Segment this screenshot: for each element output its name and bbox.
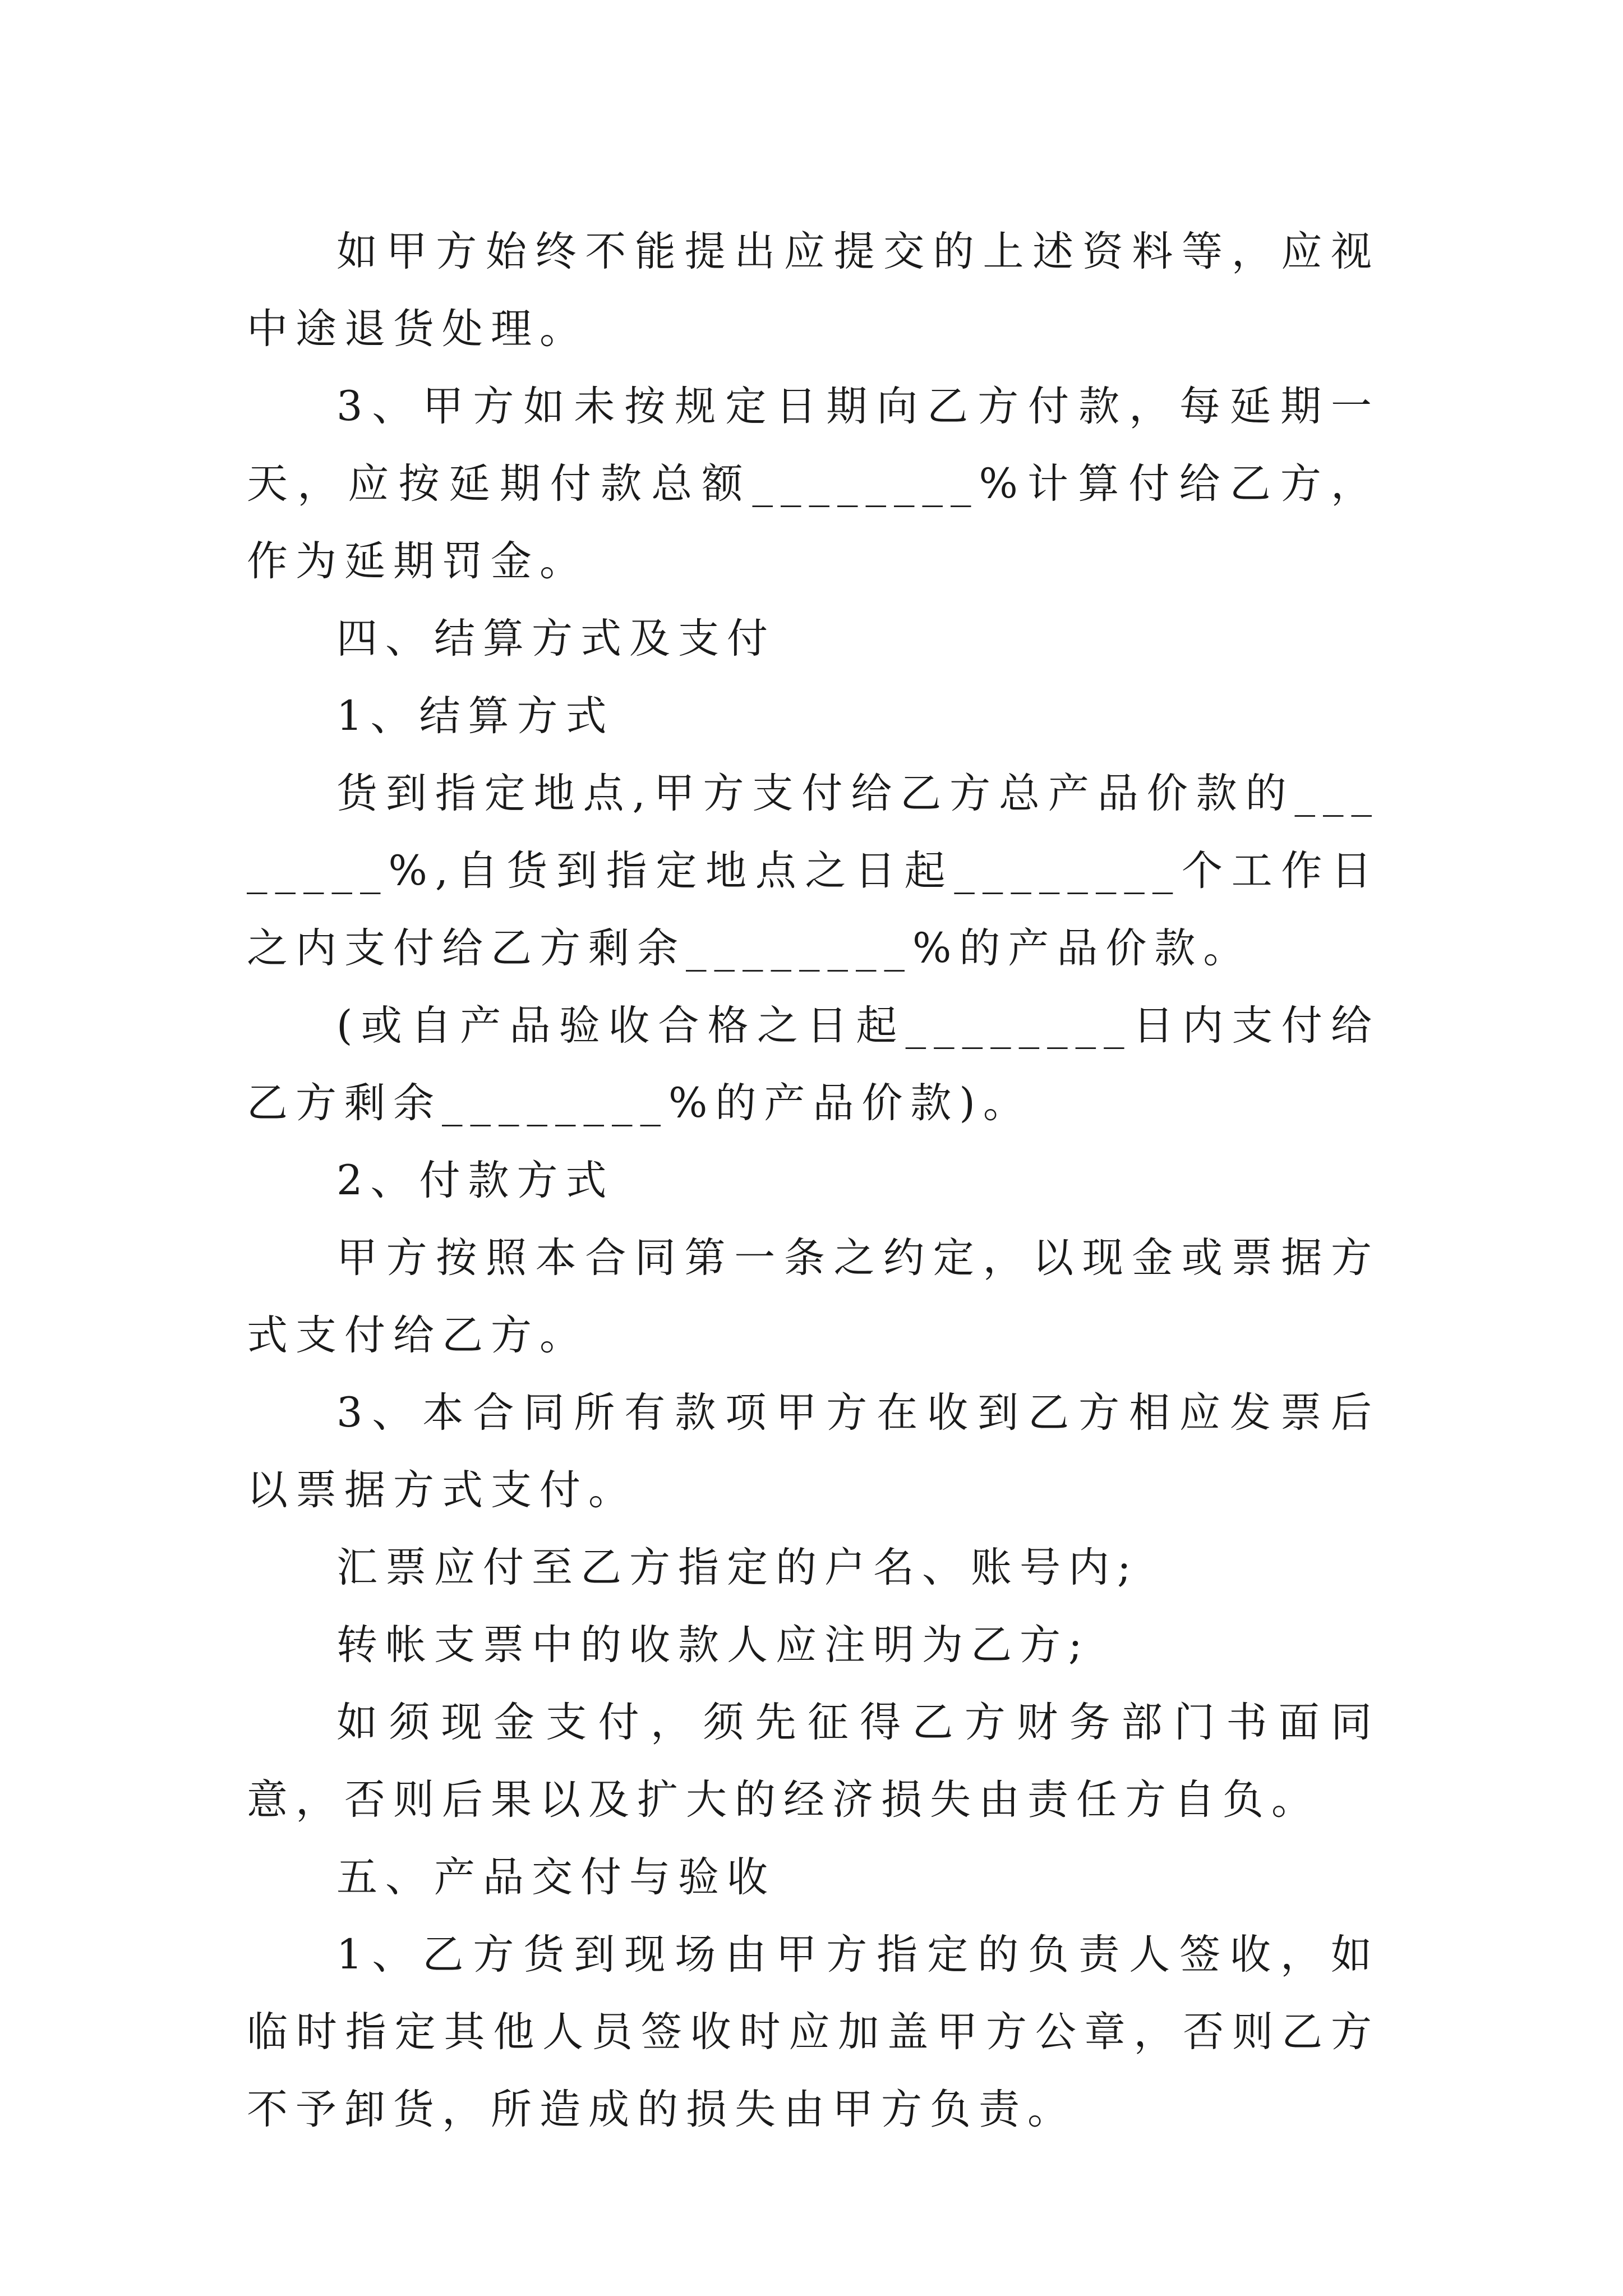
subheading-payment-method: 2、付款方式 <box>336 1157 615 1204</box>
paragraph-settlement-terms: 货到指定地点,甲方支付给乙方总产品价款的________%,自货到指定地点之日起________个工作日之内支付给乙方剩余________%的产品价款。 <box>247 770 1380 972</box>
paragraph-delivery-signoff: 1、乙方货到现场由甲方指定的负责人签收，如临时指定其他人员签收时应加盖甲方公章，否则乙方不予卸货，所造成的损失由甲方负责。 <box>247 1931 1380 2133</box>
paragraph-return-goods: 如甲方始终不能提出应提交的上述资料等，应视中途退货处理。 <box>247 228 1380 353</box>
document-page <box>247 213 1380 2148</box>
paragraph-transfer-check: 转帐支票中的收款人应注明为乙方; <box>336 1621 1090 1669</box>
paragraph-payment-cash-or-bill: 甲方按照本合同第一条之约定，以现金或票据方式支付给乙方。 <box>247 1234 1380 1359</box>
section-heading-delivery-acceptance: 五、产品交付与验收 <box>336 1853 776 1901</box>
paragraph-settlement-alternative: (或自产品验收合格之日起________日内支付给乙方剩余________%的产品价款)。 <box>247 1002 1380 1127</box>
paragraph-cash-payment-approval: 如须现金支付，须先征得乙方财务部门书面同意，否则后果以及扩大的经济损失由责任方自负。 <box>247 1699 1380 1824</box>
paragraph-draft-account: 汇票应付至乙方指定的户名、账号内; <box>336 1544 1139 1591</box>
paragraph-invoice-payment: 3、本合同所有款项甲方在收到乙方相应发票后以票据方式支付。 <box>247 1389 1380 1514</box>
paragraph-late-payment-penalty: 3、甲方如未按规定日期向乙方付款，每延期一天，应按延期付款总额________%计算付给乙方，作为延期罚金。 <box>247 383 1380 585</box>
subheading-settlement-method: 1、结算方式 <box>336 692 615 740</box>
section-heading-settlement: 四、结算方式及支付 <box>336 615 776 662</box>
